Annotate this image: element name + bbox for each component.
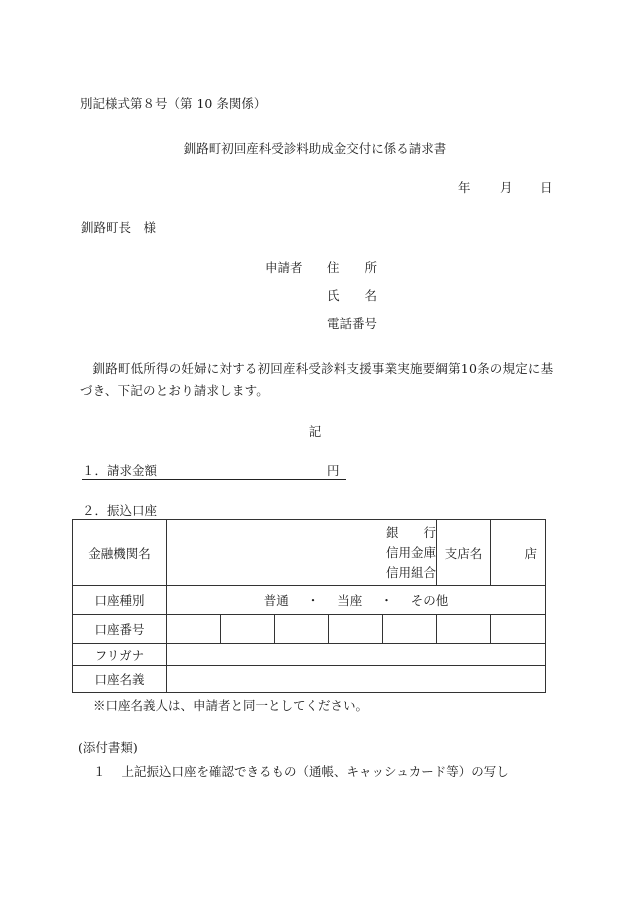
applicant-label: 申請者 <box>265 260 303 275</box>
furigana-cell[interactable] <box>167 644 546 666</box>
date-year-label: 年 <box>458 180 471 195</box>
account-name-row <box>73 666 546 693</box>
furigana-label: フリガナ <box>73 644 167 666</box>
request-statement: 釧路町低所得の妊婦に対する初回産科受診料支援事業実施要綱第10条の規定に基づき、下記のとおり請求します。 <box>80 361 554 398</box>
applicant-phone-label: 電話番号 <box>327 316 378 331</box>
account-digit-cell[interactable] <box>383 615 437 644</box>
institution-type-bank: 銀 行 <box>385 524 436 540</box>
institution-types <box>383 520 437 586</box>
account-type-toza[interactable]: 当座 <box>337 593 363 608</box>
account-holder-notice: ※口座名義人は、申請者と同一としてください。 <box>93 698 369 713</box>
bank-account-table <box>72 519 546 693</box>
yen-unit: 円 <box>327 463 340 478</box>
account-digit-cell[interactable] <box>167 615 221 644</box>
separator-dot: ・ <box>306 593 320 608</box>
attachments-heading: (添付書類) <box>78 740 138 755</box>
attachment-item <box>93 762 509 780</box>
form-reference: 別記様式第８号（第 10 条関係） <box>80 96 267 111</box>
institution-type-kumiai: 信用組合 <box>385 564 436 580</box>
account-name-cell[interactable] <box>167 666 546 693</box>
branch-cell[interactable] <box>491 520 546 586</box>
date-day-label: 日 <box>540 180 553 195</box>
account-name-label: 口座名義 <box>73 666 167 693</box>
applicant-name-label: 氏 名 <box>327 288 378 303</box>
account-type-row <box>73 586 546 615</box>
account-number-label: 口座番号 <box>73 615 167 644</box>
account-type-label: 口座種別 <box>73 586 167 615</box>
account-digit-cell[interactable] <box>491 615 546 644</box>
document-title: 釧路町初回産科受診料助成金交付に係る請求書 <box>183 141 447 156</box>
account-type-options[interactable] <box>167 586 546 615</box>
institution-name-cell[interactable] <box>167 520 383 586</box>
request-amount-line[interactable] <box>82 461 346 480</box>
branch-suffix: 店 <box>524 545 537 561</box>
account-digit-cell[interactable] <box>221 615 275 644</box>
account-type-other[interactable]: その他 <box>410 593 449 608</box>
account-digit-cell[interactable] <box>275 615 329 644</box>
request-amount-section <box>82 461 346 480</box>
account-type-futsu[interactable]: 普通 <box>263 593 289 608</box>
ki-heading: 記 <box>308 424 322 439</box>
institution-type-shinkin: 信用金庫 <box>385 544 436 560</box>
request-amount-label: １．請求金額 <box>82 463 158 478</box>
account-number-row <box>73 615 546 644</box>
institution-row <box>73 520 546 586</box>
institution-label: 金融機関名 <box>73 520 167 586</box>
applicant-address-label: 住 所 <box>327 260 378 275</box>
account-digit-cell[interactable] <box>437 615 491 644</box>
branch-label: 支店名 <box>437 520 491 586</box>
attachment-item-text: 上記振込口座を確認できるもの（通帳、キャッシュカード等）の写し <box>121 764 509 779</box>
attachment-item-number: １ <box>93 764 106 779</box>
account-digit-cell[interactable] <box>329 615 383 644</box>
transfer-account-heading: ２．振込口座 <box>82 503 158 518</box>
date-month-label: 月 <box>500 180 513 195</box>
recipient: 釧路町長 様 <box>81 220 157 235</box>
furigana-row <box>73 644 546 666</box>
separator-dot: ・ <box>380 593 393 608</box>
